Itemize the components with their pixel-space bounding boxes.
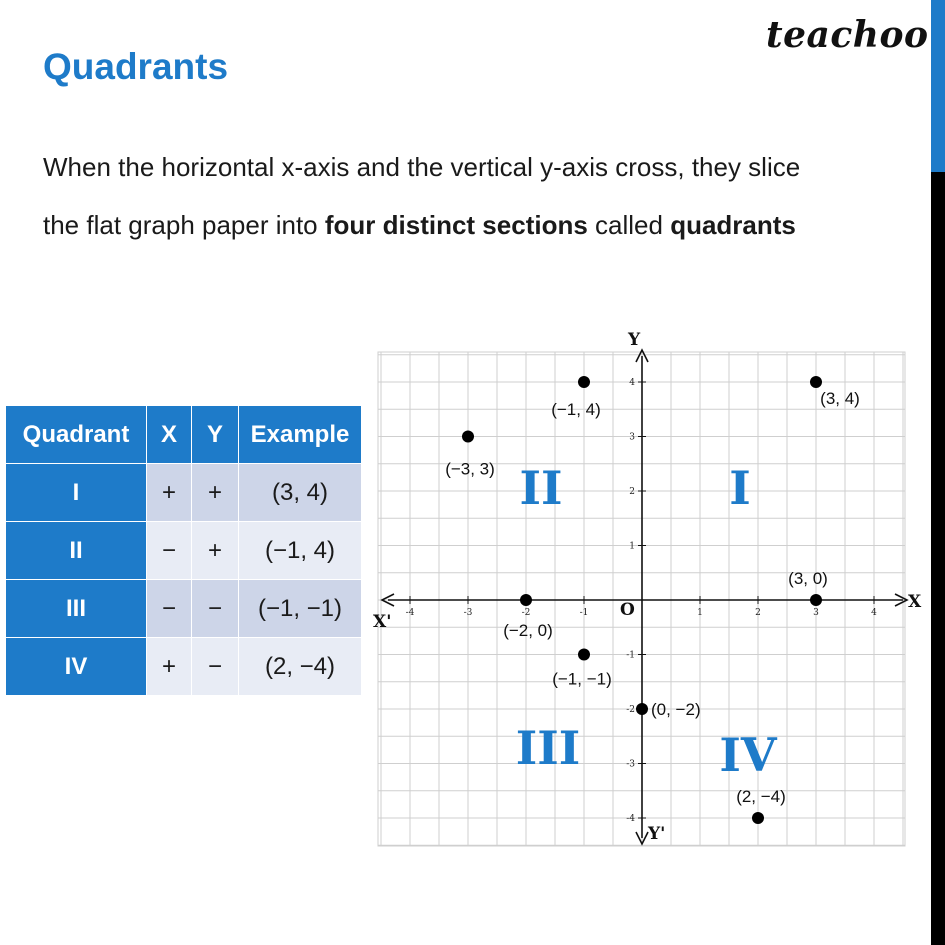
point-coordinate-label: (−2, 0): [503, 621, 553, 640]
table-cell-example: (−1, 4): [239, 522, 362, 580]
plotted-point: [810, 376, 822, 388]
x-axis-negative-label: X': [373, 612, 392, 632]
table-cell-x-sign: +: [147, 638, 192, 696]
plotted-point: [636, 703, 648, 715]
y-tick-label: 3: [629, 432, 635, 443]
table-cell-quadrant: I: [6, 464, 147, 522]
table-cell-quadrant: IV: [6, 638, 147, 696]
table-cell-quadrant: II: [6, 522, 147, 580]
quadrant-II-label: II: [519, 461, 563, 515]
table-cell-example: (−1, −1): [239, 580, 362, 638]
point-coordinate-label: (2, −4): [736, 787, 786, 806]
y-tick-label: -4: [626, 814, 635, 824]
table-cell-x-sign: −: [147, 580, 192, 638]
right-edge-accent: [931, 0, 945, 172]
quadrant-III-label: III: [515, 721, 581, 775]
x-tick-label: -4: [405, 608, 415, 618]
y-tick-label: -1: [626, 650, 635, 661]
quadrant-IV-label: IV: [719, 728, 777, 782]
intro-bold-quadrants: quadrants: [670, 210, 796, 240]
plotted-point: [752, 812, 764, 824]
table-header-quadrant: Quadrant: [6, 406, 147, 464]
table-header-example: Example: [239, 406, 362, 464]
y-axis-negative-label: Y': [648, 824, 666, 844]
table-cell-y-sign: +: [192, 522, 239, 580]
intro-bold-sections: four distinct sections: [324, 210, 588, 240]
point-coordinate-label: (0, −2): [651, 700, 701, 719]
point-coordinate-label: (−1, 4): [551, 400, 601, 419]
y-tick-label: -3: [626, 759, 635, 770]
table-cell-example: (2, −4): [239, 638, 362, 696]
plotted-point: [520, 594, 532, 606]
x-tick-label: 4: [871, 608, 877, 618]
quadrant-I-label: I: [729, 461, 751, 515]
plotted-point: [578, 649, 590, 661]
table-cell-example: (3, 4): [239, 464, 362, 522]
origin-label: O: [620, 600, 635, 620]
y-tick-label: -2: [626, 705, 635, 715]
x-tick-label: -1: [579, 608, 589, 618]
table-cell-y-sign: −: [192, 638, 239, 696]
x-tick-label: 3: [813, 608, 819, 618]
plotted-point: [810, 594, 822, 606]
point-coordinate-label: (3, 4): [820, 389, 860, 408]
page-title: Quadrants: [43, 46, 229, 87]
table-cell-x-sign: +: [147, 464, 192, 522]
intro-line-2-start: the flat graph paper into: [43, 210, 325, 240]
table-cell-y-sign: −: [192, 580, 239, 638]
intro-line-1: When the horizontal x-axis and the vertical y-axis cross, they slice: [43, 152, 801, 182]
x-tick-label: 1: [697, 608, 703, 618]
table-header-x: X: [147, 406, 192, 464]
point-coordinate-label: (−1, −1): [552, 669, 612, 689]
y-tick-label: 1: [629, 541, 635, 552]
point-coordinate-label: (3, 0): [788, 569, 828, 588]
plotted-point: [578, 376, 590, 388]
x-tick-label: -2: [521, 608, 531, 618]
table-cell-x-sign: −: [147, 522, 192, 580]
y-axis-label: Y: [628, 330, 641, 350]
x-tick-label: -3: [463, 608, 473, 618]
table-header-y: Y: [192, 406, 239, 464]
point-coordinate-label: (−3, 3): [445, 459, 495, 479]
y-tick-label: 4: [629, 378, 635, 388]
intro-line-2-mid: called: [587, 210, 671, 240]
right-edge-bar: [931, 0, 945, 945]
table-cell-y-sign: +: [192, 464, 239, 522]
brand-logo: teachoo: [766, 14, 929, 56]
plotted-point: [462, 431, 474, 443]
y-tick-label: 2: [629, 487, 635, 497]
x-tick-label: 2: [755, 608, 761, 618]
x-axis-label: X: [908, 592, 922, 612]
table-cell-quadrant: III: [6, 580, 147, 638]
